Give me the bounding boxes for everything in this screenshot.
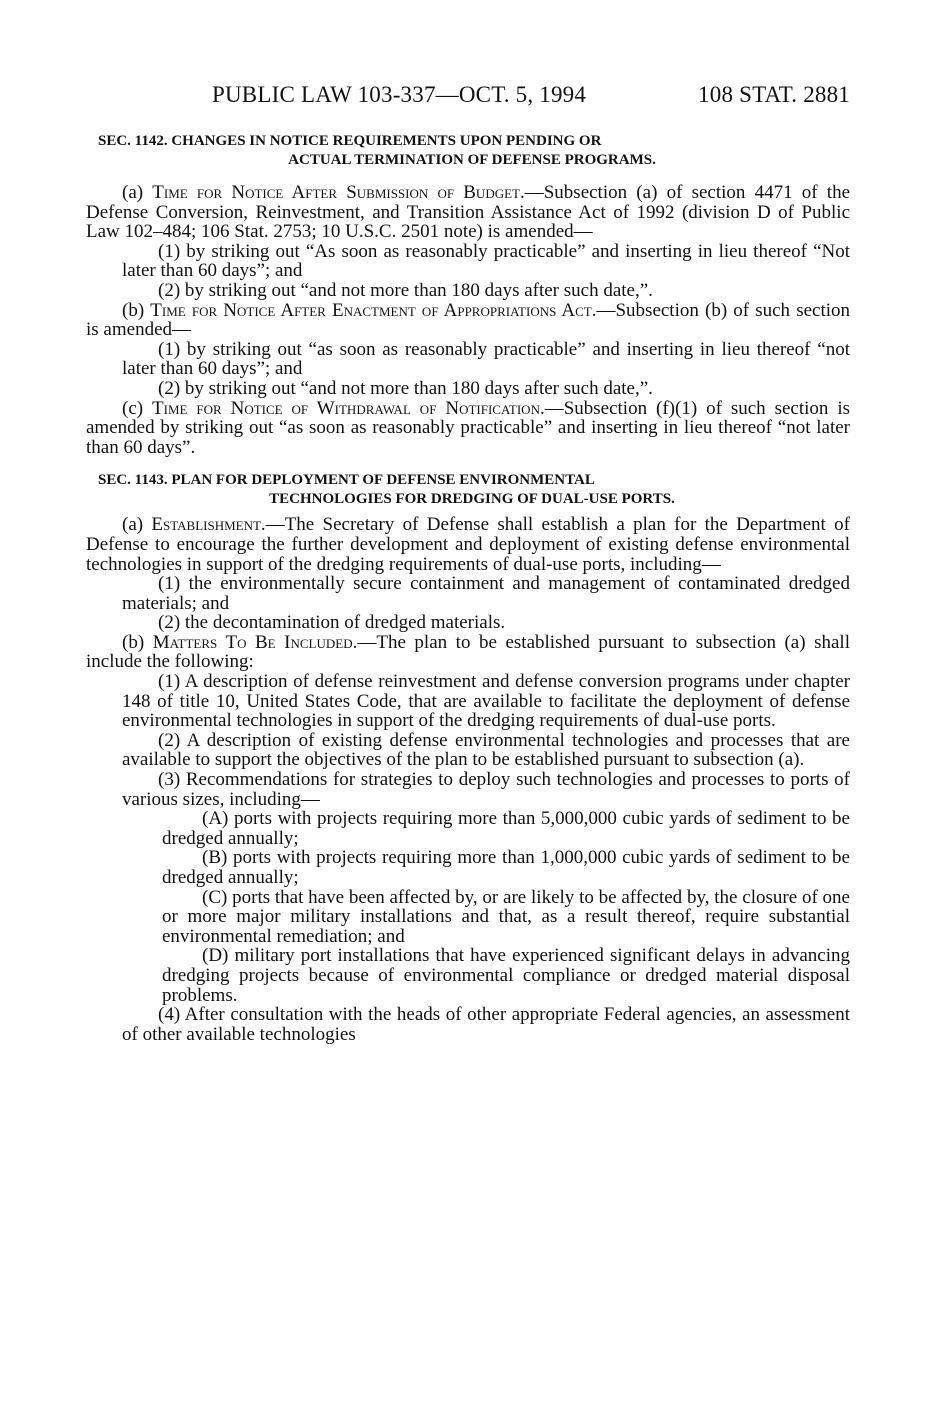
section-1142-a-paragraph-1: (1) by striking out “As soon as reasonably practicable” and inserting in lieu thereof “Not later than 60 days”; and [122,240,850,282]
section-1143-b-paragraph-1: (1) A description of defense reinvestment and defense conversion programs under chapter 148 of title 10, United States Code, that are available to facilitate the deployment of defense environmental technologies in support of the dredging requirements of dual-use ports. [122,671,850,732]
section-1143-heading-line2: TECHNOLOGIES FOR DREDGING OF DUAL-USE PORTS. [269,491,675,508]
document-page [86,82,850,1044]
section-1142-heading-line1: SEC. 1142. CHANGES IN NOTICE REQUIREMENTS UPON PENDING OR [98,133,602,149]
subsection-b-text: —The plan to be established pursuant to subsection (a) shall include the following: [86,631,850,673]
subsection-a-text: —Subsection (a) of section 4471 of the Defense Conversion, Reinvestment, and Transition Assistance Act of 1992 (division D of Public Law 102–484; 106 Stat. 2753; 10 U.S.C. 2501 note) is amended— [86,182,851,243]
section-1143-b-3-subparagraph-D: (D) military port installations that have experienced significant delays in advancing dredging projects because of environmental compliance or dredged material disposal problems. [162,945,850,1006]
section-1142-a-paragraph-2 [86,281,850,301]
section-1143-a-paragraph-1: (1) the environmentally secure containment and management of contaminated dredged materials; and [122,573,850,614]
section-1142-heading-line2: ACTUAL TERMINATION OF DEFENSE PROGRAMS. [288,152,656,168]
section-1142-heading [86,132,850,170]
page-header [86,82,850,116]
section-1143-b-3-subparagraph-B: (B) ports with projects requiring more than 1,000,000 cubic yards of sediment to be dredged annually; [162,847,850,888]
section-1142-a-paragraph-2-text: (2) by striking out “and not more than 180 days after such date,”. [158,279,653,301]
section-1143-b-3-subparagraph-C: (C) ports that have been affected by, or are likely to be affected by, the closure of one or more major military installations and that, as a result thereof, require substantial environmental remediation; and [162,886,850,947]
subsection-a-caption: Establishment. [151,514,266,536]
subsection-b-caption: Matters To Be Included. [152,631,358,653]
section-1142-subsection-b [86,301,850,340]
subsection-a-label: (a) [122,514,144,536]
subsection-a-caption: Time for Notice After Submission of Budget. [152,182,525,203]
subsection-b-text: —Subsection (b) of such section is amended— [86,299,851,341]
section-1142-b-paragraph-2: (2) by striking out “and not more than 180 days after such date,”. [158,377,653,399]
stat-page-number: 108 STAT. 2881 [698,82,850,107]
section-1142-b-paragraph-1: (1) by striking out “as soon as reasonably practicable” and inserting in lieu thereof “not later than 60 days”; and [122,338,850,380]
section-1143-heading-line1: SEC. 1143. PLAN FOR DEPLOYMENT OF DEFENSE ENVIRONMENTAL [98,472,595,489]
section-1143-subsection-a [86,515,850,574]
section-1143-b-paragraph-2: (2) A description of existing defense environmental technologies and processes that are available to support the objectives of the plan to be established pursuant to subsection (a). [122,729,850,771]
subsection-b-label: (b) [122,299,145,321]
subsection-a-label: (a) [122,182,144,203]
subsection-a-text: —The Secretary of Defense shall establish a plan for the Department of Defense to encourage the further development and deployment of existing defense environmental technologies in support of the dredging requirements of dual-use ports, including— [86,514,850,575]
section-1143-b-paragraph-3: (3) Recommendations for strategies to deploy such technologies and processes to ports of various sizes, including— [122,769,850,810]
subsection-b-caption: Time for Notice After Enactment of Appropriations Act. [150,299,597,321]
section-1142-subsection-c [86,399,850,458]
section-1143-a-paragraph-2: (2) the decontamination of dredged materials. [158,612,506,634]
subsection-c-label: (c) [122,397,144,419]
running-head: PUBLIC LAW 103-337—OCT. 5, 1994 [212,82,587,107]
section-1143-b-paragraph-4: (4) After consultation with the heads of other appropriate Federal agencies, an assessment of other available technologies [122,1004,850,1045]
subsection-c-text: —Subsection (f)(1) of such section is amended by striking out “as soon as reasonably practicable” and inserting in lieu thereof “not later than 60 days”. [86,397,850,458]
section-1142-subsection-a [86,183,850,242]
subsection-c-caption: Time for Notice of Withdrawal of Notification. [152,397,545,419]
section-1143-b-3-subparagraph-A: (A) ports with projects requiring more than 5,000,000 cubic yards of sediment to be dredged annually; [162,808,850,849]
subsection-b-label: (b) [122,631,145,653]
section-1143-subsection-b [86,633,850,672]
section-1143-heading [86,471,850,509]
